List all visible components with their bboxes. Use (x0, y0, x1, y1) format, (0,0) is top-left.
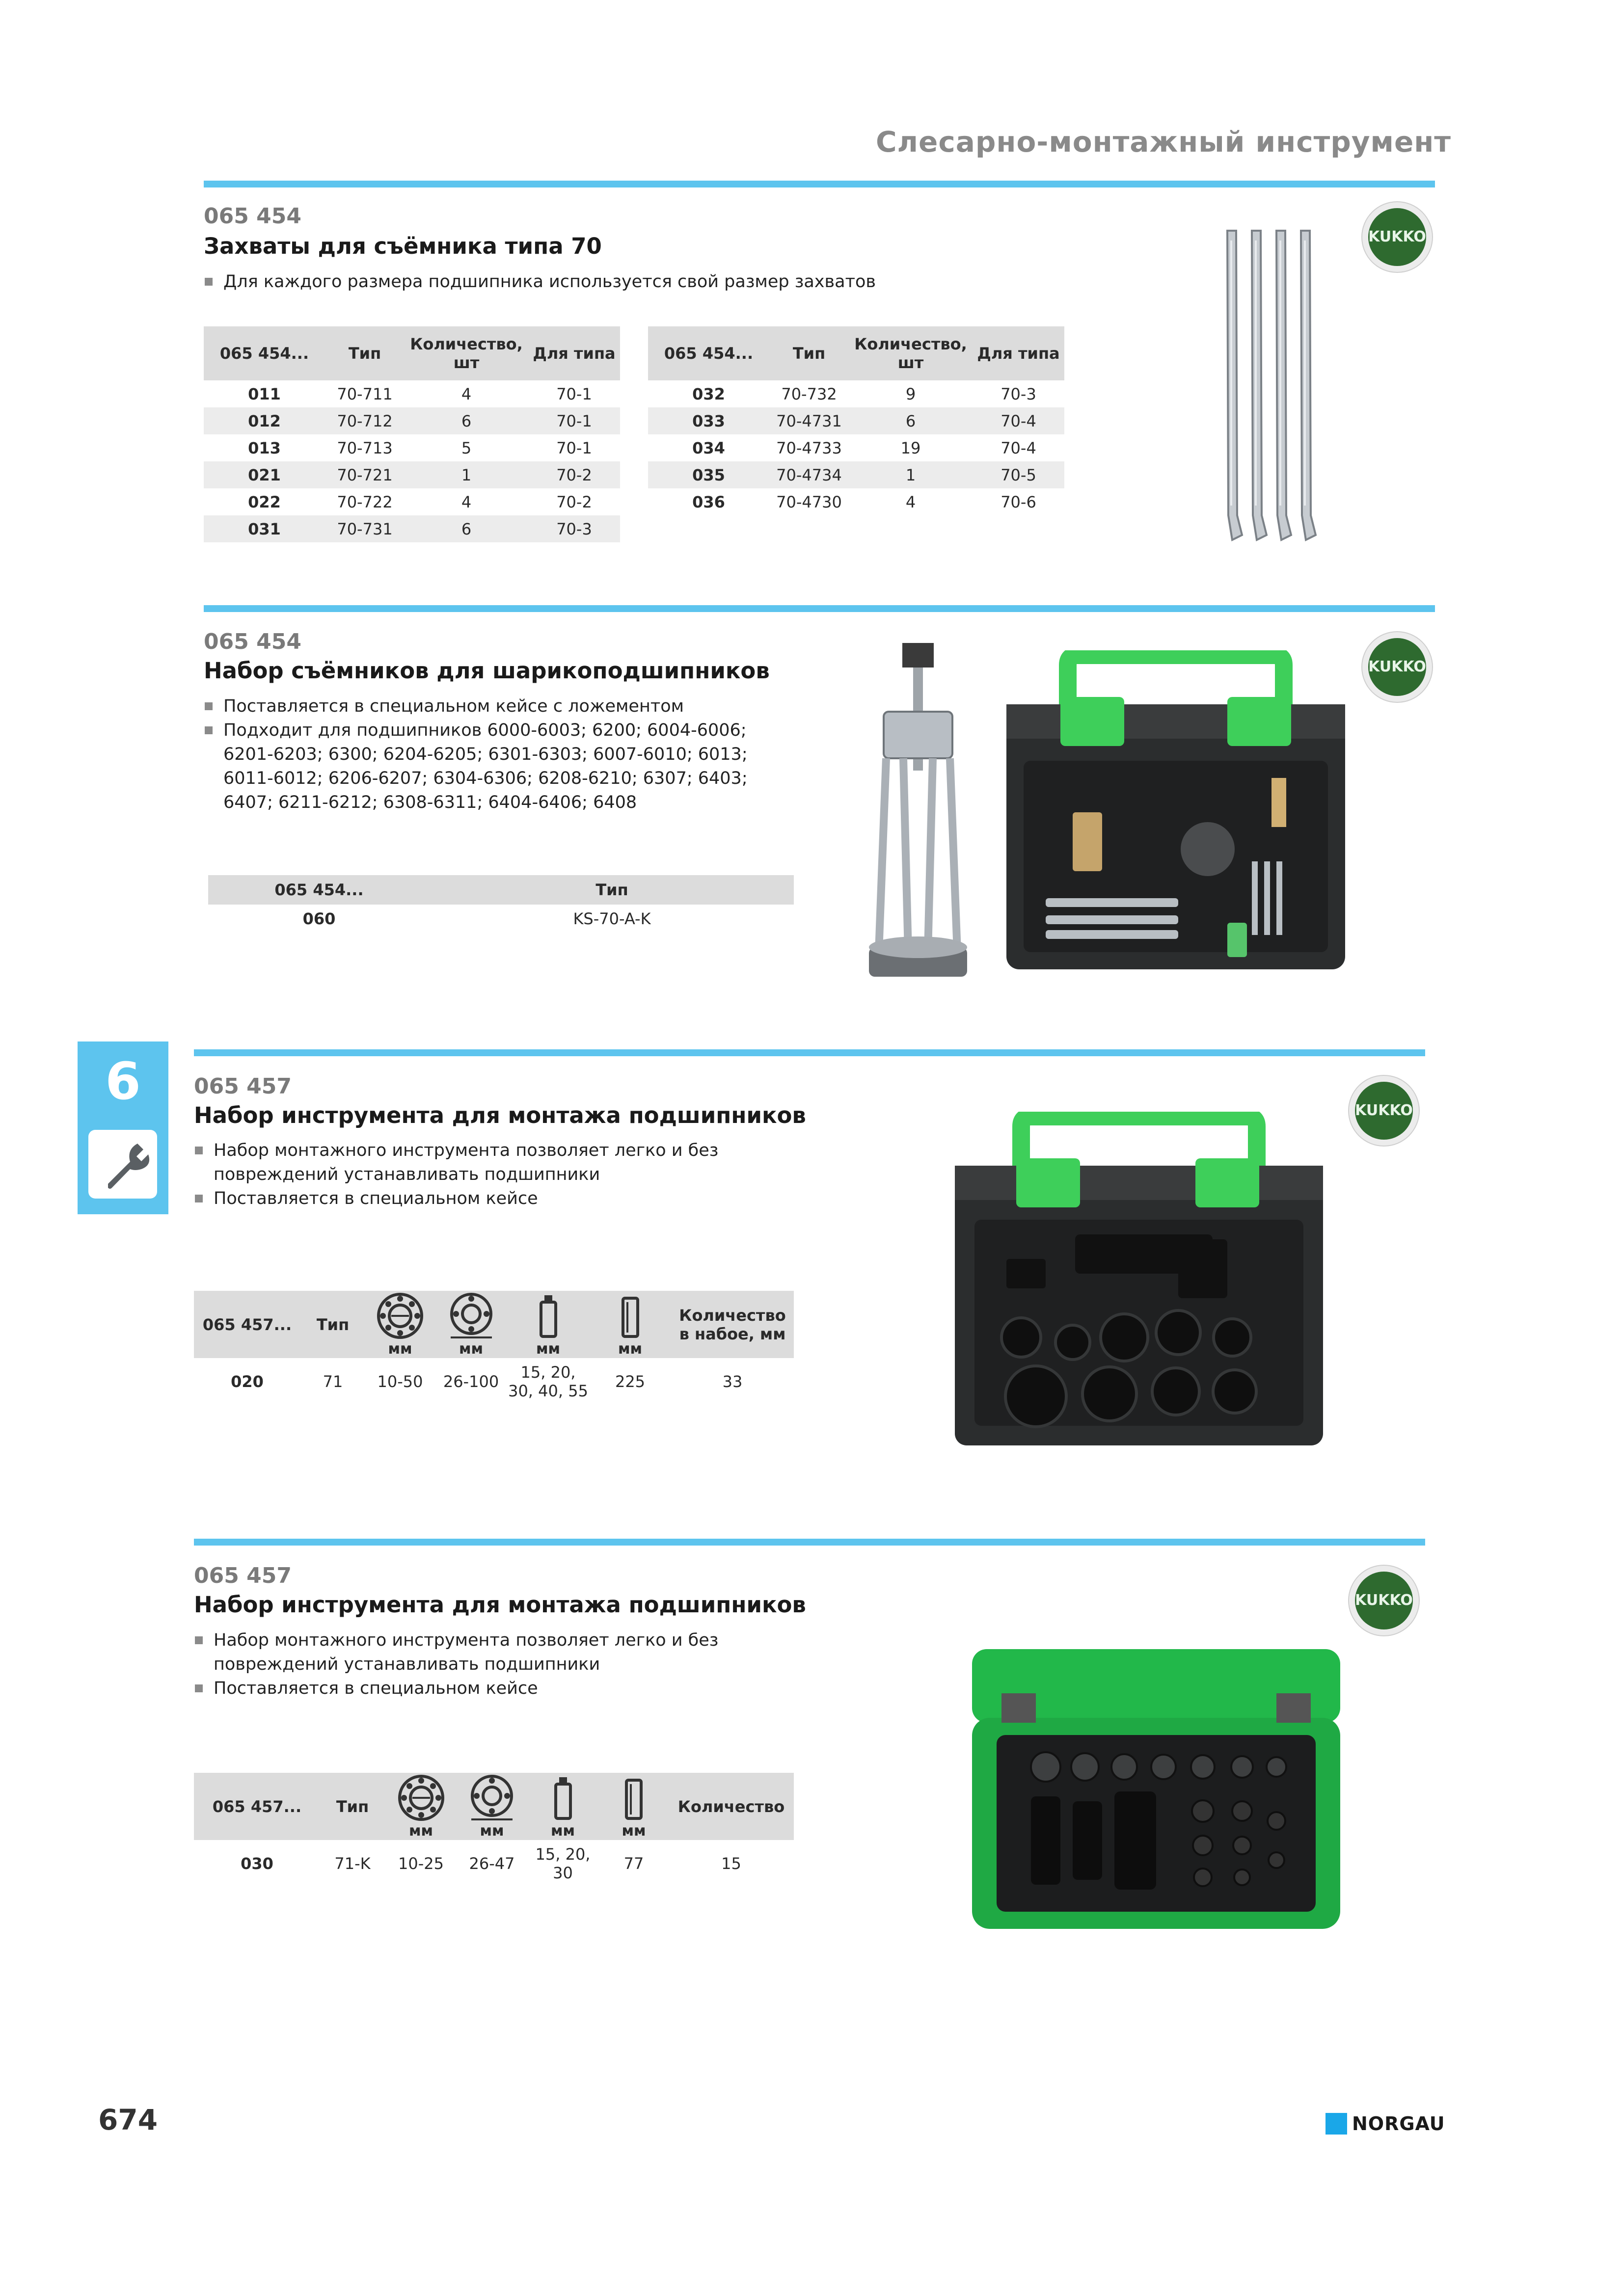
th-for-type: Для типа (973, 326, 1064, 380)
th-type: Тип (300, 1291, 365, 1358)
section1-title: Захваты для съёмника типа 70 (204, 233, 602, 259)
th-sleeve-diameter (527, 1773, 599, 1840)
green-case-image (967, 1644, 1345, 1934)
mounting-set-case-image (947, 1112, 1330, 1450)
table-row: 013 70-713 5 70-1 (248, 438, 592, 457)
th-qty: Количество в набое, мм (671, 1291, 794, 1358)
unit-label: мм (618, 1340, 643, 1358)
sleeve-length-icon (619, 1773, 649, 1822)
th-type: Тип (769, 326, 849, 380)
bullet: Подходит для подшипников 6000-6003; 6200; 6004-6006; 6201-6203; 6300; 6204-6205; 6301-6303; 6007-6010; 6013; 6011-6012; 6206-6207; 6304-6306; 6208-6210; 6307; 6403; 6407; 6211-6212; 6308-6311; 6404-6406; 6408 (204, 719, 768, 815)
th-type: Тип (430, 875, 794, 905)
bullet: Поставляется в специальном кейсе с ложементом (204, 694, 768, 719)
table-row: 011 70-711 4 70-1 (248, 384, 592, 403)
bullet: Поставляется в специальном кейсе (194, 1187, 734, 1211)
table-row: 030 71-K 10-25 26-47 15, 20, 30 77 15 (241, 1844, 741, 1882)
table-row: 035 70-4734 1 70-5 (648, 461, 1064, 488)
section2-table (208, 875, 794, 933)
section4-title: Набор инструмента для монтажа подшипников (194, 1592, 806, 1618)
section3-title: Набор инструмента для монтажа подшипников (194, 1102, 806, 1128)
section3-bullets (194, 1139, 734, 1211)
section2-article: 065 454 (204, 629, 302, 654)
puller-set-case-image (997, 650, 1355, 974)
unit-label: мм (408, 1822, 433, 1840)
section4-rule (194, 1539, 1425, 1546)
page-header-title: Слесарно-монтажный инструмент (875, 125, 1451, 159)
section1-bullets (204, 270, 940, 294)
th-qty: Количество, шт (405, 326, 528, 380)
brand-square-icon (1325, 2113, 1347, 2135)
sleeve-icon (548, 1773, 578, 1822)
table-row: 031 70-731 6 70-3 (204, 515, 620, 542)
th-article: 065 454... (648, 326, 769, 380)
table-row: 032 70-732 9 70-3 (692, 384, 1036, 403)
table-row: 033 70-4731 6 70-4 (648, 407, 1064, 434)
section4-table (194, 1773, 794, 1887)
section4-article: 065 457 (194, 1563, 292, 1588)
section1-table-right (648, 326, 1064, 515)
chapter-number: 6 (105, 1051, 141, 1111)
bullet: Набор монтажного инструмента позволяет легко и без повреждений устанавливать подшипники (194, 1629, 734, 1677)
th-outer-diameter (457, 1773, 527, 1840)
th-article: 065 457... (194, 1773, 320, 1840)
unit-label: мм (622, 1822, 646, 1840)
th-article: 065 454... (208, 875, 430, 905)
table-row: 020 71 10-50 26-100 15, 20, 30, 40, 55 225 33 (231, 1362, 743, 1400)
th-type: Тип (325, 326, 405, 380)
th-outer-diameter (435, 1291, 507, 1358)
table-row: 036 70-4730 4 70-6 (692, 492, 1036, 511)
bearing-outer-diameter-icon (447, 1291, 496, 1340)
bullet: Набор монтажного инструмента позволяет легко и без повреждений устанавливать подшипники (194, 1139, 734, 1187)
chapter-tab (78, 1041, 168, 1214)
th-type: Тип (320, 1773, 385, 1840)
bearing-inner-diameter-icon (376, 1291, 425, 1340)
unit-label: мм (388, 1340, 412, 1358)
bearing-puller-image (864, 638, 972, 996)
table-row: 022 70-722 4 70-2 (248, 492, 592, 511)
norgau-logo (1325, 2113, 1445, 2135)
th-qty: Количество (669, 1773, 794, 1840)
th-qty: Количество, шт (849, 326, 973, 380)
th-inner-diameter (385, 1773, 457, 1840)
page-number: 674 (98, 2103, 158, 2136)
brand-name: NORGAU (1352, 2113, 1445, 2135)
table-row: 034 70-4733 19 70-4 (692, 438, 1036, 457)
puller-jaws-image (1217, 221, 1335, 545)
bullet: Поставляется в специальном кейсе (194, 1677, 734, 1701)
table-row: 060 KS-70-A-K (302, 909, 651, 928)
unit-label: мм (536, 1340, 561, 1358)
table-row: 012 70-712 6 70-1 (204, 407, 620, 434)
section4-bullets (194, 1629, 734, 1701)
sleeve-icon (534, 1291, 563, 1340)
section3-table (194, 1291, 794, 1405)
unit-label: мм (480, 1822, 504, 1840)
section2-title: Набор съёмников для шарикоподшипников (204, 658, 770, 684)
section2-rule (204, 605, 1435, 612)
kukko-logo: KUKKO (1362, 632, 1432, 702)
kukko-logo: KUKKO (1362, 202, 1432, 272)
section1-table-left (204, 326, 620, 542)
bearing-outer-diameter-icon (467, 1773, 516, 1822)
kukko-logo: KUKKO (1349, 1076, 1419, 1146)
th-article: 065 454... (204, 326, 325, 380)
th-sleeve-diameter (507, 1291, 589, 1358)
th-article: 065 457... (194, 1291, 300, 1358)
section2-bullets (204, 694, 768, 815)
th-sleeve-length (599, 1773, 669, 1840)
section1-article: 065 454 (204, 204, 302, 229)
unit-label: мм (459, 1340, 484, 1358)
kukko-logo: KUKKO (1349, 1566, 1419, 1635)
table-row: 021 70-721 1 70-2 (204, 461, 620, 488)
bullet: Для каждого размера подшипника используется свой размер захватов (204, 270, 940, 294)
unit-label: мм (550, 1822, 575, 1840)
wrench-icon (88, 1130, 157, 1199)
sleeve-length-icon (616, 1291, 645, 1340)
th-inner-diameter (365, 1291, 435, 1358)
th-sleeve-length (589, 1291, 671, 1358)
th-for-type: Для типа (528, 326, 620, 380)
section3-article: 065 457 (194, 1074, 292, 1099)
header-rule (204, 181, 1435, 187)
section3-rule (194, 1049, 1425, 1056)
bearing-inner-diameter-icon (397, 1773, 446, 1822)
